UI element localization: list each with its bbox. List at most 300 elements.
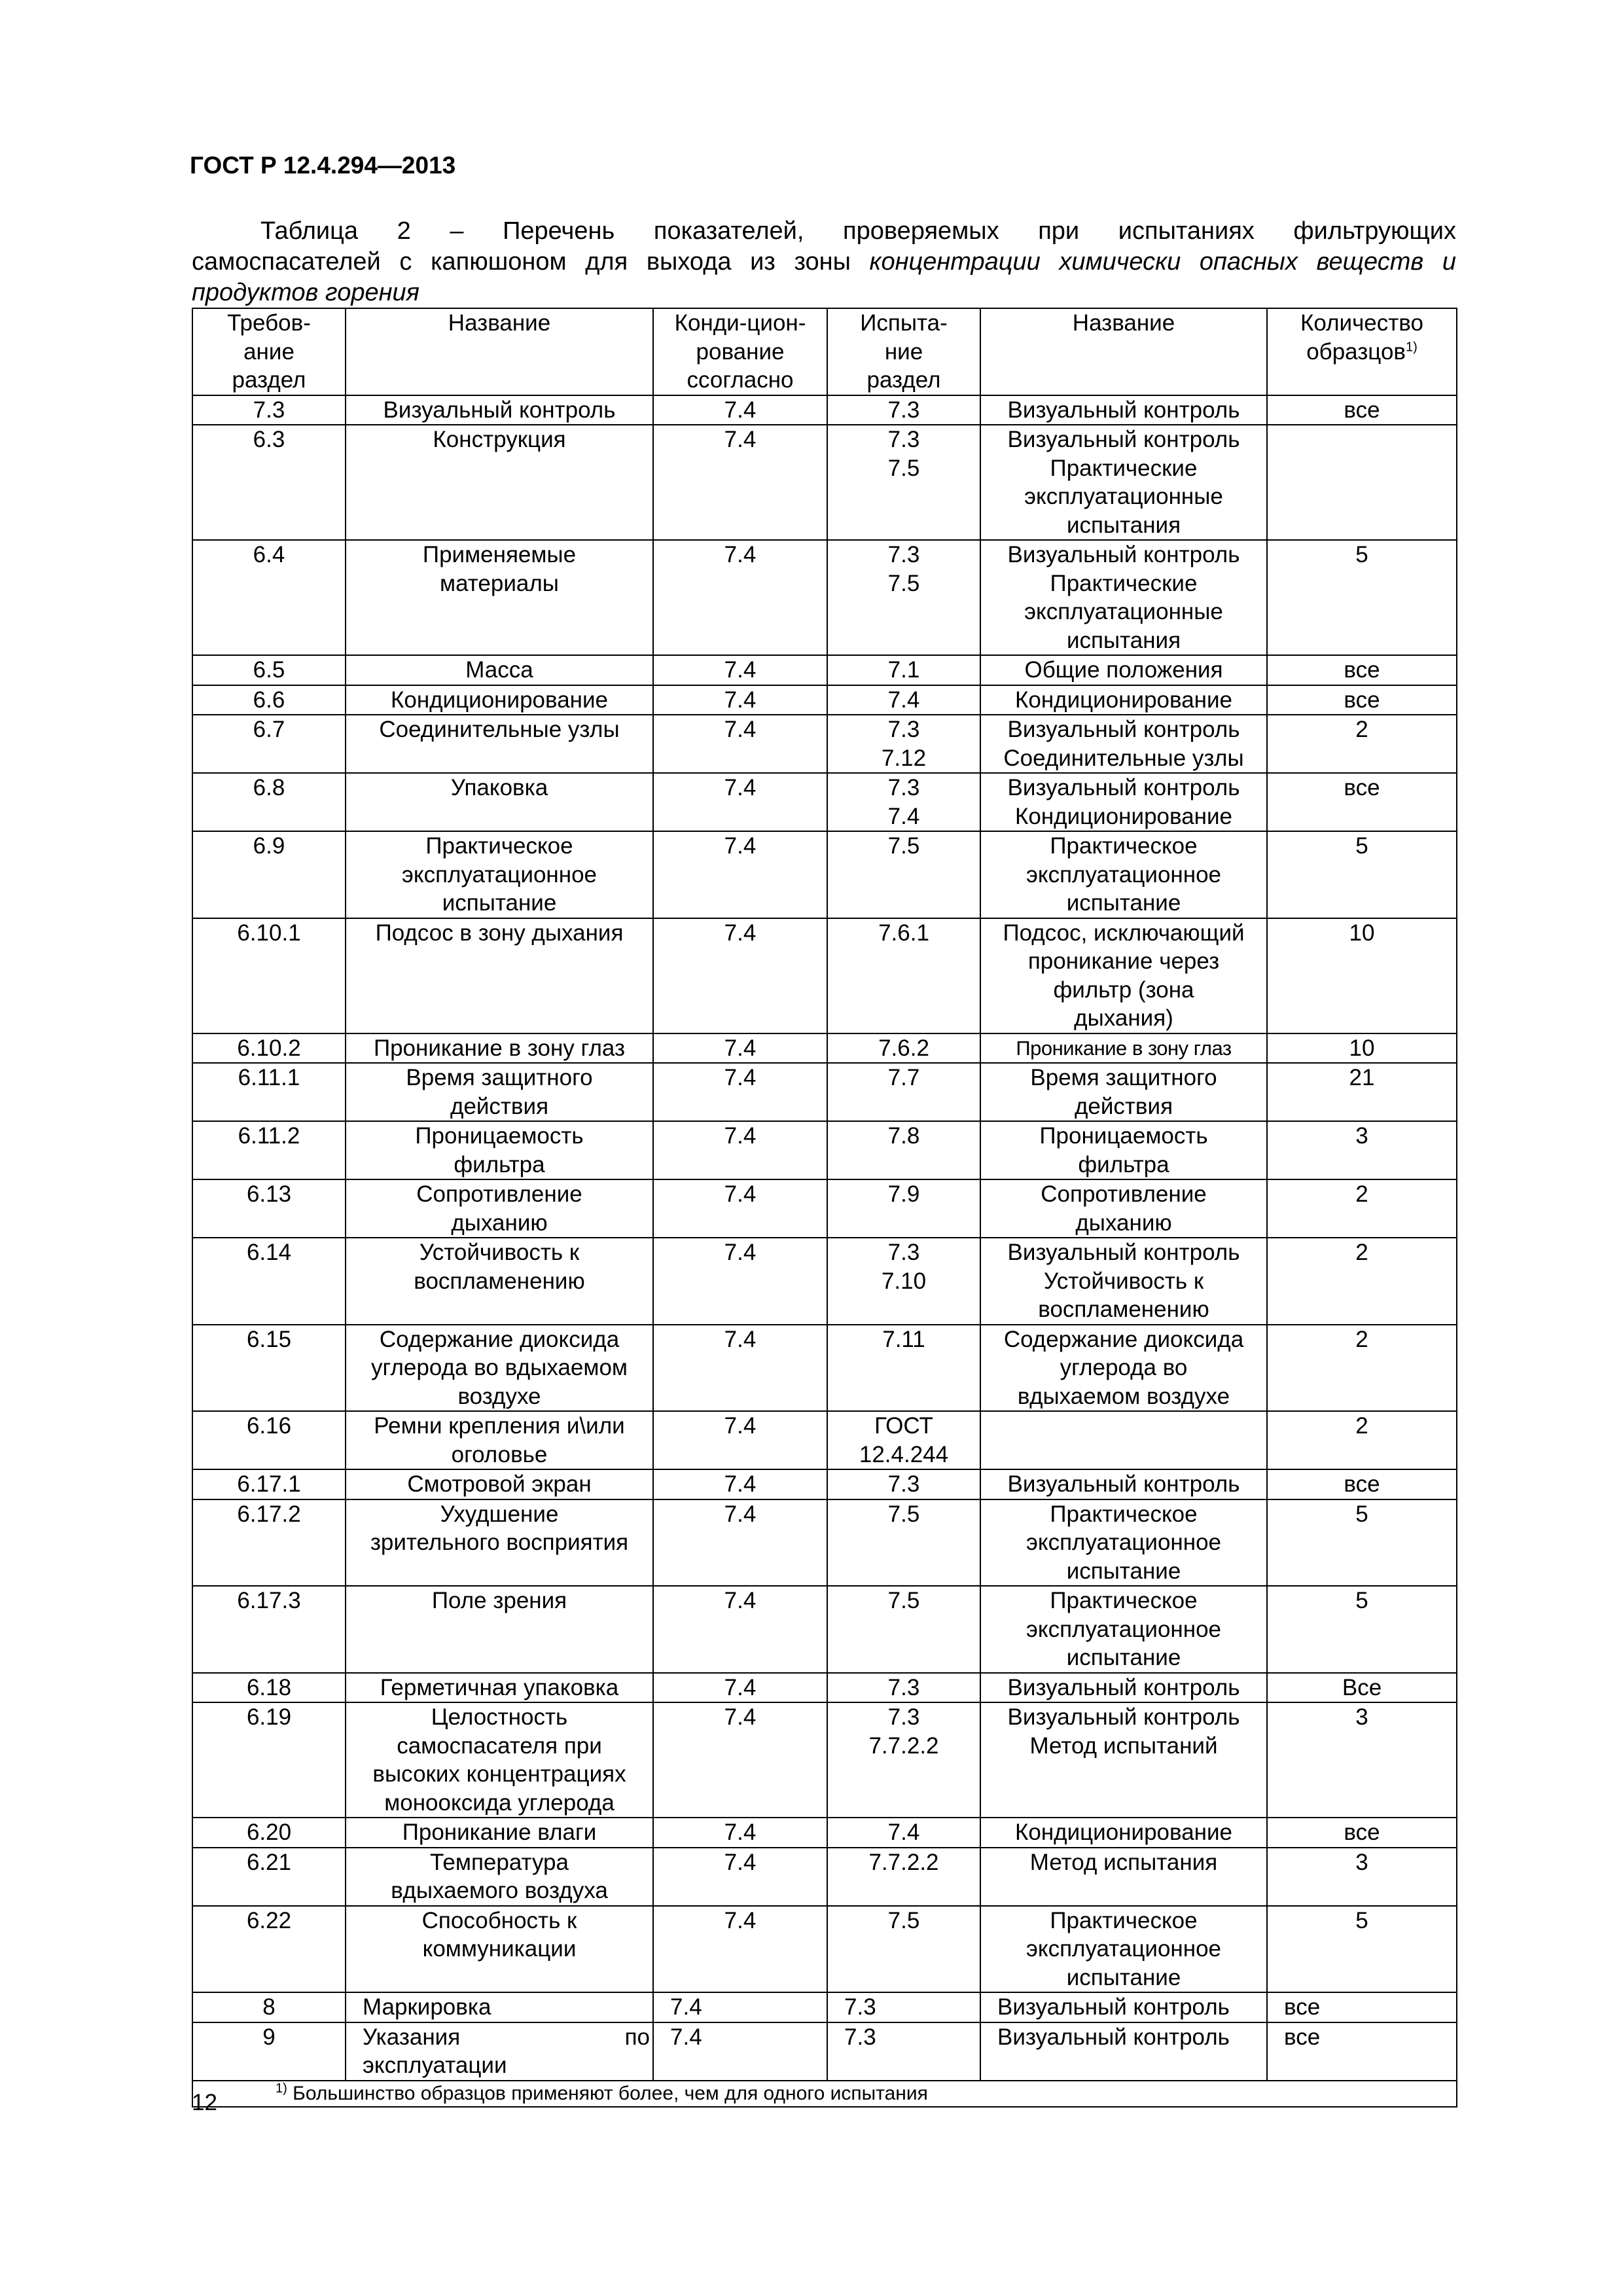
header-requirement-section <box>192 308 346 395</box>
cell-line: эксплуатационные <box>1024 599 1223 624</box>
cell-test-name: Визуальный контроль <box>980 1992 1267 2022</box>
table-row <box>192 1238 1457 1325</box>
cell-line: 21 <box>1349 1065 1375 1090</box>
cell-line: 6.5 <box>253 657 285 683</box>
cell-line: зрительного восприятия <box>370 1530 629 1555</box>
table-row <box>192 831 1457 918</box>
cell-test-section <box>827 1238 980 1325</box>
cell-test-section <box>827 395 980 425</box>
cell-line: Температура <box>430 1849 569 1875</box>
cell-line: оголовье <box>451 1441 548 1467</box>
cell-requirement-section <box>192 1586 346 1673</box>
cell-line: углерода во вдыхаемом <box>371 1355 628 1380</box>
table-row <box>192 1499 1457 1587</box>
cell-line: 2 <box>1355 1240 1368 1265</box>
cell-line: раздел <box>866 367 941 393</box>
cell-name <box>346 1906 653 1993</box>
cell-requirement-section <box>192 1033 346 1064</box>
cell-sample-count <box>1267 1586 1457 1673</box>
cell-sample-count: все <box>1267 1992 1457 2022</box>
cell-line: Название <box>1072 310 1175 336</box>
table-row <box>192 1469 1457 1499</box>
cell-requirement-section <box>192 1325 346 1412</box>
footnote-marker: 1) <box>276 2081 287 2096</box>
cell-line: Содержание диоксида <box>1003 1326 1244 1352</box>
cell-line: Проницаемость <box>415 1123 584 1149</box>
cell-line: все <box>1344 1820 1380 1845</box>
cell-name <box>346 715 653 773</box>
cell-line: все <box>1344 657 1380 683</box>
cell-line: Ухудшение <box>440 1501 559 1527</box>
cell-line: Проникание в зону глаз <box>1016 1036 1232 1060</box>
cell-requirement-section <box>192 395 346 425</box>
cell-test-name <box>980 773 1267 831</box>
cell-conditioning <box>653 918 827 1033</box>
cell-name <box>346 540 653 655</box>
cell-line: Герметичная упаковка <box>380 1674 619 1700</box>
cell-test-name <box>980 1906 1267 1993</box>
cell-requirement-section <box>192 1238 346 1325</box>
cell-sample-count <box>1267 1325 1457 1412</box>
table-row <box>192 918 1457 1033</box>
cell-test-section: 7.3 <box>827 1992 980 2022</box>
cell-line: 7.4 <box>724 397 757 423</box>
cell-line: раздел <box>232 367 306 393</box>
caption-italic-text: продуктов горения <box>192 279 419 306</box>
cell-conditioning: 7.4 <box>653 1992 827 2022</box>
cell-test-name <box>980 395 1267 425</box>
cell-name <box>346 1063 653 1121</box>
cell-line: Содержание диоксида <box>379 1326 620 1352</box>
cell-line: Визуальный контроль <box>1007 1674 1240 1700</box>
cell-test-section <box>827 1121 980 1179</box>
cell-line: 6.22 <box>246 1907 292 1933</box>
cell-line: Смотровой экран <box>407 1471 592 1497</box>
cell-line: Визуальный контроль <box>1007 1240 1240 1265</box>
cell-line: Соединительные узлы <box>1003 745 1244 771</box>
cell-line: дыханию <box>1075 1210 1172 1236</box>
cell-line: эксплуатационное <box>1026 1530 1221 1555</box>
cell-line: Кондиционирование <box>1014 1820 1233 1845</box>
cell-line: Визуальный контроль <box>1007 1471 1240 1497</box>
cell-line: 5 <box>1355 1588 1368 1613</box>
table-row <box>192 1121 1457 1179</box>
cell-sample-count <box>1267 1818 1457 1848</box>
cell-line: углерода во <box>1060 1355 1188 1380</box>
cell-test-name <box>980 1848 1267 1906</box>
cell-sample-count <box>1267 1411 1457 1469</box>
cell-line: Практическое <box>1050 1588 1198 1613</box>
cell-line: 7.1 <box>887 657 920 683</box>
cell-line: 7.4 <box>724 1065 757 1090</box>
cell-line: 6.10.2 <box>237 1035 301 1061</box>
cell-line: фильтра <box>1078 1151 1169 1177</box>
cell-conditioning <box>653 1906 827 1993</box>
cell-test-section <box>827 1702 980 1818</box>
cell-line: Требов- <box>227 310 311 336</box>
cell-test-name <box>980 1818 1267 1848</box>
header-line <box>1270 338 1454 367</box>
cell-line: коммуникации <box>422 1936 577 1962</box>
cell-line: 3 <box>1355 1704 1368 1730</box>
cell-test-name <box>980 831 1267 918</box>
cell-name <box>346 425 653 540</box>
cell-line: рование <box>696 338 785 365</box>
cell-line: 7.9 <box>887 1181 920 1207</box>
cell-line: воздухе <box>457 1383 541 1409</box>
cell-conditioning <box>653 685 827 715</box>
cell-conditioning <box>653 1179 827 1238</box>
cell-line: 7.6.1 <box>878 920 929 946</box>
cell-line: испытание <box>1066 1558 1181 1584</box>
cell-line: 6.3 <box>253 427 285 452</box>
cell-line: 6.17.3 <box>237 1588 301 1613</box>
cell-line: 5 <box>1355 833 1368 859</box>
cell-line: испытания <box>1066 512 1181 538</box>
cell-line: 7.5 <box>887 455 920 481</box>
table-row <box>192 1992 1457 2022</box>
cell-line <box>1270 425 1454 454</box>
table-row <box>192 685 1457 715</box>
cell-test-section <box>827 1818 980 1848</box>
cell-requirement-section <box>192 1673 346 1703</box>
cell-requirement-section <box>192 655 346 685</box>
cell-conditioning <box>653 1033 827 1064</box>
cell-name <box>346 1469 653 1499</box>
cell-line: 7.4 <box>724 1501 757 1527</box>
cell-sample-count <box>1267 425 1457 540</box>
cell-line: Ремни крепления и\или <box>374 1413 625 1439</box>
cell-requirement-section <box>192 1063 346 1121</box>
cell-requirement-section <box>192 1818 346 1848</box>
cell-conditioning <box>653 425 827 540</box>
cell-test-section <box>827 540 980 655</box>
cell-requirement-section <box>192 1411 346 1469</box>
cell-line: 7.4 <box>724 1820 757 1845</box>
cell-line: 6.9 <box>253 833 285 859</box>
cell-line: все <box>1344 1471 1380 1497</box>
cell-test-section <box>827 1325 980 1412</box>
cell-conditioning <box>653 1238 827 1325</box>
cell-conditioning <box>653 395 827 425</box>
cell-line: Конструкция <box>433 427 566 452</box>
cell-test-name <box>980 1121 1267 1179</box>
cell-line: Метод испытаний <box>1029 1732 1218 1759</box>
cell-line: 6.11.2 <box>238 1123 300 1149</box>
cell-line: испытание <box>1066 1645 1181 1670</box>
cell-line: Практические <box>1050 455 1198 481</box>
cell-line: высоких концентрациях <box>372 1761 626 1787</box>
cell-line: 5 <box>1355 1907 1368 1933</box>
cell-line: дыханию <box>451 1210 548 1236</box>
cell-sample-count <box>1267 831 1457 918</box>
cell-line: воспламенению <box>414 1268 585 1294</box>
cell-line: Сопротивление <box>416 1181 582 1207</box>
header-sample-count <box>1267 308 1457 395</box>
cell-line: испытание <box>1066 890 1181 916</box>
document-header: ГОСТ Р 12.4.294—2013 <box>190 152 456 179</box>
cell-line: Подсос в зону дыхания <box>375 920 624 946</box>
cell-line: 6.17.2 <box>237 1501 301 1527</box>
cell-test-section <box>827 1411 980 1469</box>
cell-sample-count: все <box>1267 2022 1457 2081</box>
cell-line: Все <box>1342 1674 1382 1700</box>
cell-sample-count <box>1267 1063 1457 1121</box>
cell-requirement-section: 8 <box>192 1992 346 2022</box>
cell-line: 7.3 <box>887 1704 920 1730</box>
cell-line: 6.13 <box>246 1181 292 1207</box>
cell-sample-count <box>1267 1033 1457 1064</box>
cell-test-section <box>827 1499 980 1587</box>
table-row <box>192 1586 1457 1673</box>
page-number: 12 <box>192 2090 217 2115</box>
cell-line: 7.3 <box>887 775 920 800</box>
cell-line: 7.4 <box>724 775 757 800</box>
cell-line: 5 <box>1355 1501 1368 1527</box>
cell-test-name <box>980 1673 1267 1703</box>
cell-line: 6.17.1 <box>237 1471 301 1497</box>
caption-line-2 <box>192 247 1456 278</box>
footnote-row <box>192 2081 1457 2107</box>
cell-line: Устойчивость к <box>419 1240 580 1265</box>
table-row <box>192 540 1457 655</box>
cell-line: 7.4 <box>724 1471 757 1497</box>
table-row <box>192 1673 1457 1703</box>
cell-name <box>346 1499 653 1587</box>
footnote-text: Большинство образцов применяют более, чем для одного испытания <box>287 2082 928 2104</box>
cell-test-name <box>980 655 1267 685</box>
cell-test-section <box>827 831 980 918</box>
cell-line: 7.4 <box>724 687 757 713</box>
cell-line: 7.3 <box>887 427 920 452</box>
cell-test-section <box>827 1469 980 1499</box>
cell-line: 7.5 <box>887 1588 920 1613</box>
cell-sample-count <box>1267 1238 1457 1325</box>
cell-conditioning <box>653 1063 827 1121</box>
cell-requirement-section <box>192 831 346 918</box>
cell-line: ссогласно <box>687 367 794 393</box>
cell-line: 7.3 <box>887 1471 920 1497</box>
cell-test-section <box>827 685 980 715</box>
cell-test-name <box>980 1033 1267 1064</box>
cell-line: 2 <box>1355 717 1368 742</box>
cell-line: 7.5 <box>887 833 920 859</box>
cell-test-name <box>980 715 1267 773</box>
cell-line: 2 <box>1355 1326 1368 1352</box>
cell-line: 6.16 <box>246 1413 292 1439</box>
cell-line: 2 <box>1355 1181 1368 1207</box>
cell-line: 6.18 <box>246 1674 292 1700</box>
cell-line: ние <box>884 338 923 365</box>
cell-name <box>346 773 653 831</box>
cell-requirement-section <box>192 1906 346 1993</box>
cell-line: 7.4 <box>724 1674 757 1700</box>
cell-line: Практическое <box>425 833 573 859</box>
cell-line: 6.15 <box>246 1326 292 1352</box>
cell-line: испытания <box>1066 627 1181 653</box>
cell-requirement-section <box>192 715 346 773</box>
cell-line: 7.4 <box>724 542 757 567</box>
cell-line <box>984 1412 1264 1441</box>
cell-line: действия <box>1074 1093 1173 1119</box>
cell-line: Практические <box>1050 570 1198 596</box>
cell-conditioning <box>653 773 827 831</box>
cell-line: проникание через <box>1027 948 1220 974</box>
cell-name <box>346 1179 653 1238</box>
cell-line: 7.3 <box>253 397 285 423</box>
cell-test-section <box>827 715 980 773</box>
cell-line: 7.4 <box>887 1820 920 1845</box>
cell-sample-count <box>1267 685 1457 715</box>
cell-line: эксплуатации <box>363 2053 507 2078</box>
cell-requirement-section <box>192 1121 346 1179</box>
cell-line: 7.4 <box>887 687 920 713</box>
cell-line: Название <box>448 310 551 336</box>
table-row <box>192 425 1457 540</box>
cell-line: 7.4 <box>724 1240 757 1265</box>
cell-sample-count <box>1267 1469 1457 1499</box>
cell-requirement-section <box>192 1469 346 1499</box>
cell-line: 7.4 <box>724 1849 757 1875</box>
caption-italic-text: концентрации химически опасных веществ и <box>869 248 1456 276</box>
cell-conditioning <box>653 1499 827 1587</box>
cell-line: 10 <box>1349 920 1375 946</box>
cell-requirement-section <box>192 773 346 831</box>
cell-line: Указания по <box>363 2024 650 2050</box>
cell-line: Визуальный контроль <box>383 397 616 423</box>
cell-line: Способность к <box>421 1907 577 1933</box>
cell-line: 7.4 <box>724 1413 757 1439</box>
cell-line: 7.12 <box>881 745 927 771</box>
cell-test-section <box>827 1033 980 1064</box>
cell-line: дыхания) <box>1074 1005 1173 1031</box>
cell-line: Масса <box>465 657 533 683</box>
cell-conditioning <box>653 1848 827 1906</box>
cell-line: Время защитного <box>406 1065 593 1090</box>
cell-line: ГОСТ <box>874 1413 933 1439</box>
header-test-name <box>980 308 1267 395</box>
cell-line: 6.20 <box>246 1820 292 1845</box>
cell-line: 6.10.1 <box>237 920 301 946</box>
caption-line-3 <box>192 278 1456 308</box>
cell-line: фильтр (зона <box>1053 977 1194 1003</box>
cell-line: 7.11 <box>882 1326 925 1352</box>
table-row <box>192 1906 1457 1993</box>
indicators-table <box>192 308 1457 2108</box>
cell-line: 7.4 <box>724 1588 757 1613</box>
cell-name <box>346 1121 653 1179</box>
cell-line: 7.4 <box>724 1181 757 1207</box>
cell-name <box>346 1702 653 1818</box>
caption-line-1: Таблица 2 – Перечень показателей, проверяемых при испытаниях фильтрующих <box>260 217 1456 245</box>
cell-conditioning <box>653 655 827 685</box>
cell-line: 7.6.2 <box>878 1035 929 1061</box>
table-header-row <box>192 308 1457 395</box>
cell-conditioning <box>653 1586 827 1673</box>
cell-line: 7.7 <box>887 1065 920 1090</box>
cell-line: 5 <box>1355 542 1368 567</box>
cell-line: Визуальный контроль <box>1007 1704 1240 1730</box>
cell-test-name <box>980 1586 1267 1673</box>
cell-test-name <box>980 1411 1267 1469</box>
cell-name <box>346 655 653 685</box>
cell-test-section: 7.3 <box>827 2022 980 2081</box>
cell-line: Проникание в зону глаз <box>373 1035 626 1061</box>
cell-line: Целостность <box>431 1704 568 1730</box>
cell-line: Практическое <box>1050 1501 1198 1527</box>
cell-conditioning <box>653 1411 827 1469</box>
cell-conditioning <box>653 1818 827 1848</box>
cell-line: Проникание влаги <box>402 1820 597 1845</box>
table-row <box>192 1033 1457 1064</box>
cell-line: 7.5 <box>887 1907 920 1933</box>
cell-line: действия <box>450 1093 549 1119</box>
cell-test-name <box>980 1063 1267 1121</box>
cell-conditioning <box>653 715 827 773</box>
table-footnote <box>192 2081 1457 2107</box>
cell-line: 6.4 <box>253 542 285 567</box>
cell-line: 7.4 <box>724 1123 757 1149</box>
cell-test-name <box>980 685 1267 715</box>
table-row <box>192 1179 1457 1238</box>
cell-line: 7.4 <box>724 1907 757 1933</box>
cell-sample-count <box>1267 1906 1457 1993</box>
table-body <box>192 395 1457 2107</box>
cell-line: испытание <box>1066 1964 1181 1990</box>
cell-conditioning <box>653 1325 827 1412</box>
cell-line: Проницаемость <box>1039 1123 1208 1149</box>
cell-line: Поле зрения <box>431 1588 567 1613</box>
cell-line: эксплуатационное <box>1026 1616 1221 1642</box>
cell-conditioning <box>653 540 827 655</box>
cell-test-name <box>980 1238 1267 1325</box>
cell-line: вдыхаемого воздуха <box>391 1878 608 1903</box>
cell-requirement-section <box>192 425 346 540</box>
cell-name <box>346 1325 653 1412</box>
cell-line: Кондиционирование <box>390 687 609 713</box>
cell-line: воспламенению <box>1038 1297 1209 1322</box>
cell-line: 7.10 <box>881 1268 927 1294</box>
cell-conditioning: 7.4 <box>653 2022 827 2081</box>
cell-line: 7.4 <box>724 427 757 452</box>
table-row <box>192 395 1457 425</box>
cell-sample-count <box>1267 918 1457 1033</box>
cell-sample-count <box>1267 1673 1457 1703</box>
cell-test-section <box>827 1586 980 1673</box>
cell-line: 7.4 <box>724 717 757 742</box>
cell-name <box>346 918 653 1033</box>
cell-line: Устойчивость к <box>1043 1268 1204 1294</box>
cell-name: Маркировка <box>346 1992 653 2022</box>
cell-line: 7.5 <box>887 570 920 596</box>
table-caption <box>192 216 1456 308</box>
cell-name <box>346 831 653 918</box>
cell-line: Время защитного <box>1030 1065 1217 1090</box>
header-line: Количество <box>1300 310 1423 336</box>
cell-test-section <box>827 425 980 540</box>
cell-line: ание <box>243 338 294 365</box>
cell-name <box>346 1586 653 1673</box>
cell-name <box>346 685 653 715</box>
cell-line: эксплуатационное <box>1026 861 1221 888</box>
cell-name <box>346 395 653 425</box>
cell-line: 7.3 <box>887 1674 920 1700</box>
cell-line: 7.4 <box>724 833 757 859</box>
cell-conditioning <box>653 1702 827 1818</box>
header-text: образцов <box>1306 338 1406 365</box>
cell-sample-count <box>1267 1179 1457 1238</box>
cell-line: Визуальный контроль <box>1007 427 1240 452</box>
